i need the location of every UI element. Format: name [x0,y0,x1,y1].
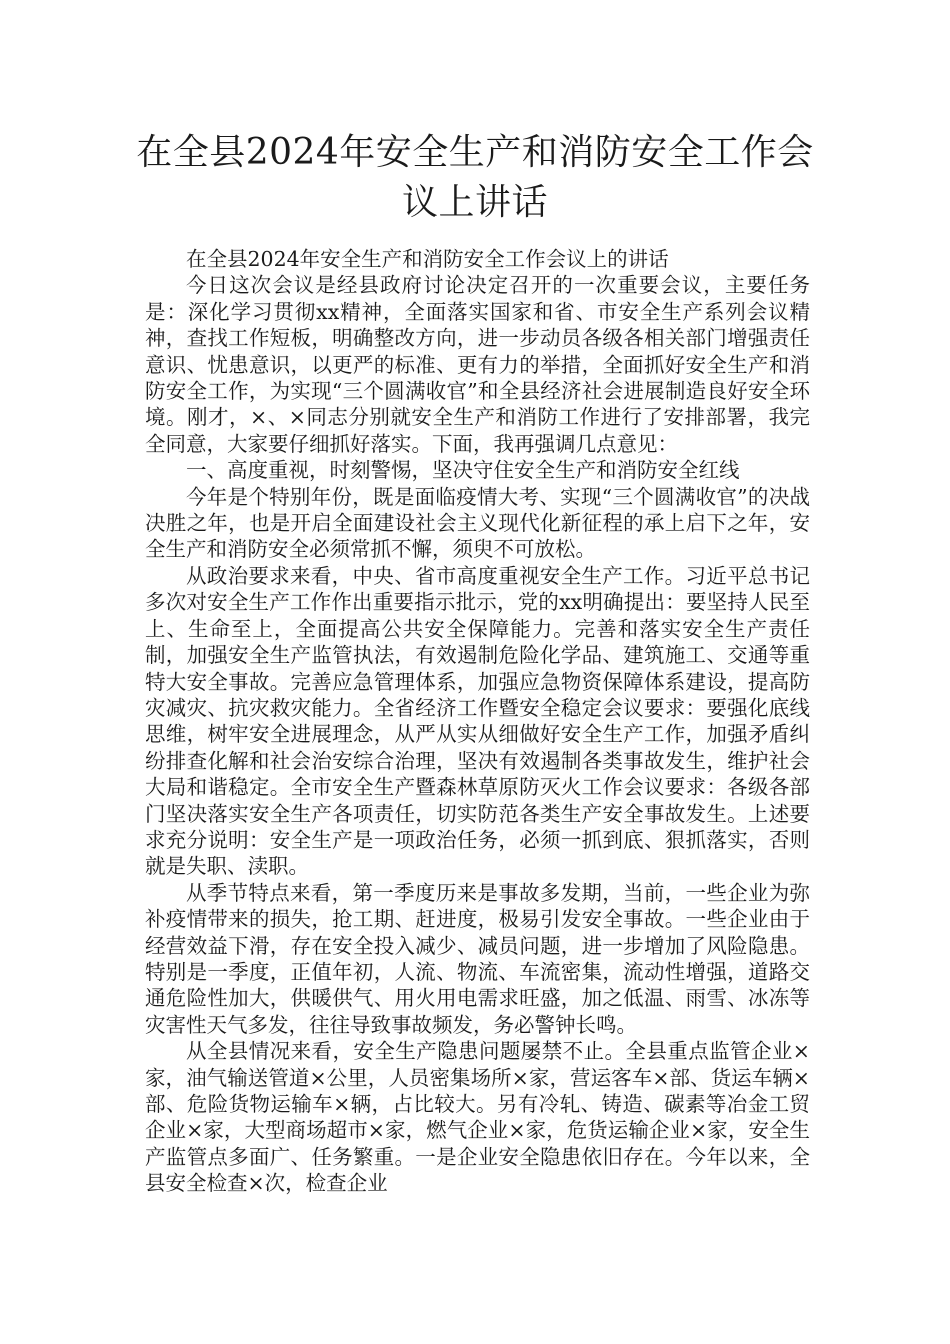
body-paragraph: 从全县情况来看，安全生产隐患问题屡禁不止。全县重点监管企业×家，油气输送管道×公里，人员密集场所×家，营运客车×部、货运车辆×部、危险货物运输车×辆，占比较大。另有冷轧、铸造、碳素等冶金工贸企业×家，大型商场超市×家，燃气企业×家，危货运输企业×家，安全生产监管点多面广、任务繁重。一是企业安全隐患依旧存在。今年以来，全县安全检查×次，检查企业 [145,1039,810,1196]
title-line-2: 议上讲话 [401,182,548,223]
body-paragraph: 从季节特点来看，第一季度历来是事故多发期，当前，一些企业为弥补疫情带来的损失，抢工期、赶进度，极易引发安全事故。一些企业由于经营效益下滑，存在安全投入减少、减员问题，进一步增加了风险隐患。特别是一季度，正值年初，人流、物流、车流密集，流动性增强，道路交通危险性加大，供暖供气、用火用电需求旺盛，加之低温、雨雪、冰冻等灾害性天气多发，往往导致事故频发，务必警钟长鸣。 [145,880,810,1037]
body-paragraph: 今年是个特别年份，既是面临疫情大考、实现“三个圆满收官”的决战决胜之年，也是开启全面建设社会主义现代化新征程的承上启下之年，安全生产和消防安全必须常抓不懈，须臾不可放松。 [145,484,810,562]
document-body [145,246,810,1197]
title-line-1: 在全县2024年安全生产和消防安全工作会 [136,132,814,173]
subtitle-paragraph: 在全县2024年安全生产和消防安全工作会议上的讲话 [186,247,669,271]
body-paragraph: 今日这次会议是经县政府讨论决定召开的一次重要会议，主要任务是：深化学习贯彻xx精神，全面落实国家和省、市安全生产系列会议精神，查找工作短板，明确整改方向，进一步动员各级各相关部门增强责任意识、忧患意识，以更严的标准、更有力的举措，全面抓好安全生产和消防安全工作，为实现“三个圆满收官”和全县经济社会进展制造良好安全环境。刚才，×、×同志分别就安全生产和消防工作进行了安排部署，我完全同意，大家要仔细抓好落实。下面，我再强调几点意见： [145,273,810,456]
body-paragraph: 从政治要求来看，中央、省市高度重视安全生产工作。习近平总书记多次对安全生产工作作出重要指示批示，党的xx明确提出：要坚持人民至上、生命至上，全面提高公共安全保障能力。完善和落实安全生产责任制，加强安全生产监管执法，有效遏制危险化学品、建筑施工、交通等重特大安全事故。完善应急管理体系，加强应急物资保障体系建设，提高防灾减灾、抗灾救灾能力。全省经济工作暨安全稳定会议要求：要强化底线思维，树牢安全进展理念，从严从实从细做好安全生产工作，加强矛盾纠纷排查化解和社会治安综合治理，坚决有效遏制各类事故发生，维护社会大局和谐稳定。全市安全生产暨森林草原防灭火工作会议要求：各级各部门坚决落实安全生产各项责任，切实防范各类生产安全事故发生。上述要求充分说明：安全生产是一项政治任务，必须一抓到底、狠抓落实，否则就是失职、渎职。 [145,563,810,879]
section-heading: 一、高度重视，时刻警惕，坚决守住安全生产和消防安全红线 [186,458,740,483]
document-title [120,128,830,228]
